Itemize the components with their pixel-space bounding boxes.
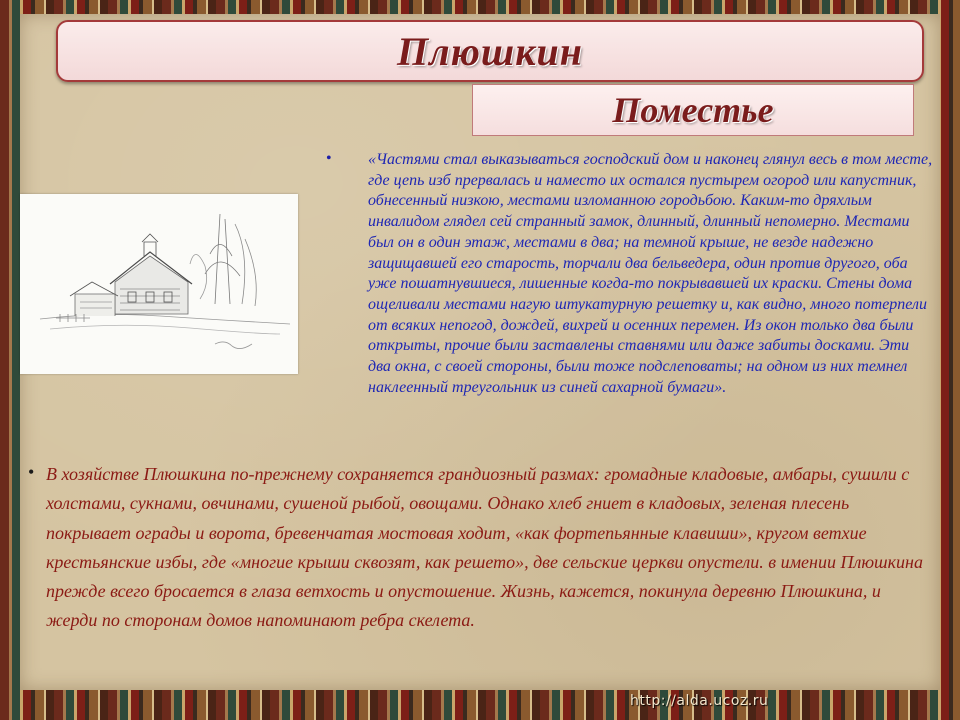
subtitle-banner [472,84,914,136]
slide-subtitle: Поместье [612,90,774,130]
main-bullet: • [28,462,35,482]
watermark-url: http://alda.ucoz.ru [630,693,769,709]
house-drawing-icon [20,194,298,374]
manor-house-sketch [20,194,298,374]
estate-commentary: В хозяйстве Плюшкина по-прежнему сохраняется грандиозный размах: громадные кладовые, амбары, сушили с холстами, сукнами, овчинами, сушеной рыбой, овощами. Однако хлеб гниет в кладовых, зеленая плесень покрывает ограды и ворота, бревенчатая мостовая ходит, «как фортепьянные клавиши», кругом ветхие крестьянские избы, где «многие крыши сквозят, как решето», две сельские церкви опустели. в имении Плюшкина прежде всего бросается в глаза ветхость и опустошение. Жизнь, кажется, покинула деревню Плюшкина, и жерди по сторонам домов напоминают ребра скелета. [46,464,923,631]
manor-description-quote: «Частями стал выказываться господский дом и наконец глянул весь в том месте, где цепь изб прервалась и наместо их остался пустырем огород или капустник, обнесенный низкою, местами изломанною городьбою. Каким-то дряхлым инвалидом глядел сей странный замок, длинный, длинный непомерно. Местами был он в один этаж, местами в два; на темной крыше, не везде надежно защищавшей его старость, торчали два бельведера, один против другого, оба уже пошатнувшиеся, лишенные когда-то покрывавшей их краски. Стены дома ощеливали местами нагую штукатурную решетку и, как видно, много потерпели от всяких непогод, дождей, вихрей и осенних перемен. Из окон только два были открыты, прочие были заставлены ставнями или даже забиты досками. Эти два окна, с своей стороны, были тоже подслеповаты; на одном из них темнел наклеенный треугольник из синей сахарной бумаги». [368,151,933,396]
quote-bullet: • [326,150,332,167]
title-banner [56,20,924,82]
slide-title: Плюшкин [397,28,583,74]
